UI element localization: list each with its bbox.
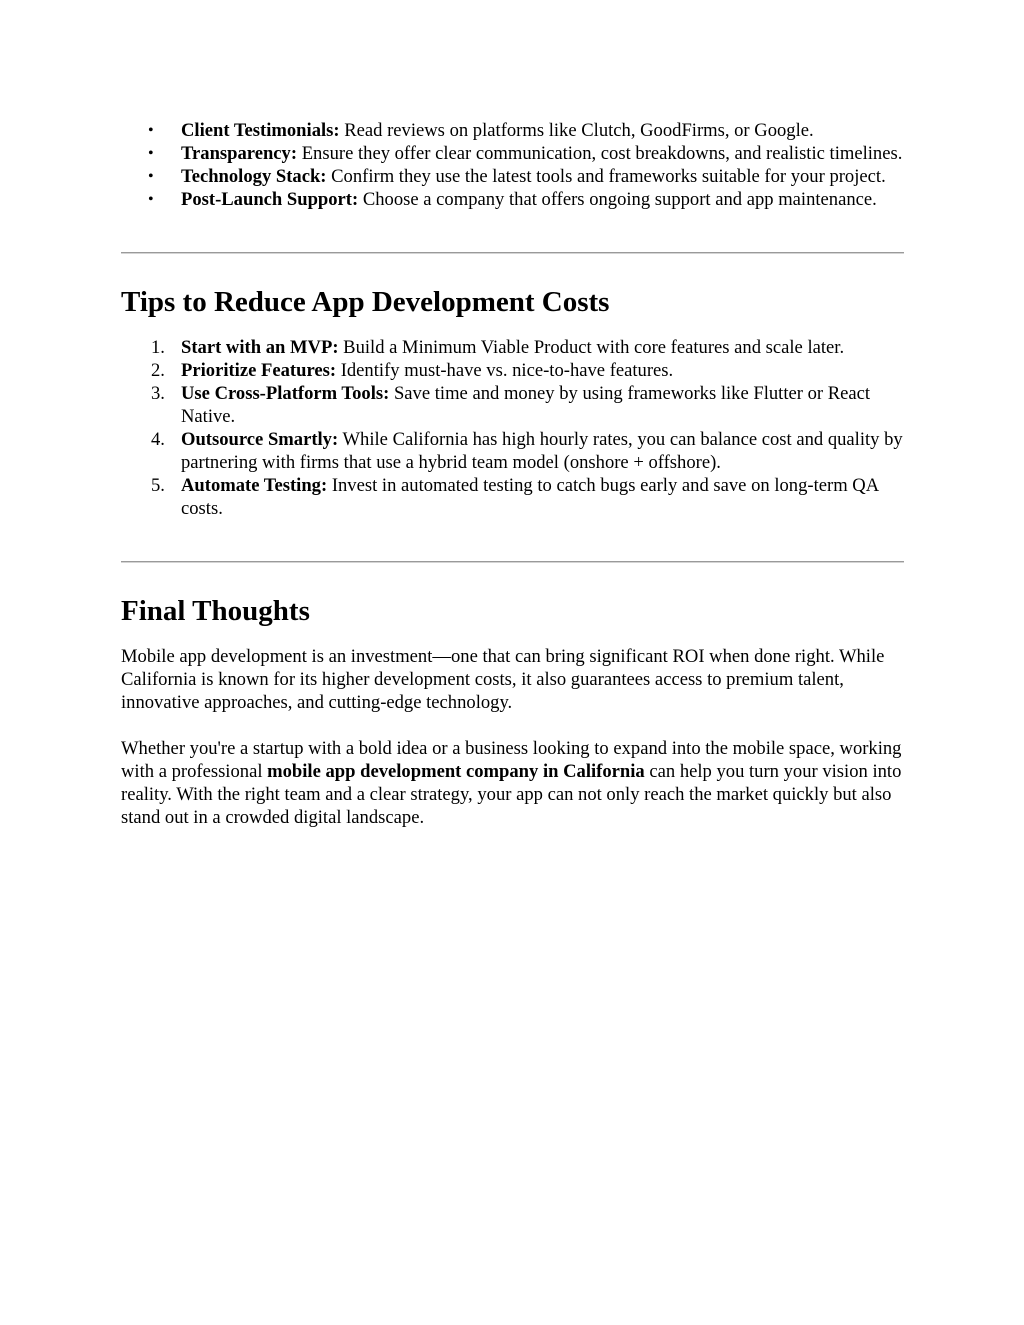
- list-item-term: Use Cross-Platform Tools:: [181, 383, 390, 404]
- list-item-text: Ensure they offer clear communication, cost breakdowns, and realistic timelines.: [297, 143, 903, 164]
- list-item: [121, 359, 905, 382]
- list-item-number: 2.: [151, 360, 165, 381]
- document-page: [121, 119, 905, 829]
- selection-criteria-list: [121, 119, 905, 211]
- list-item-text: Invest in automated testing to catch bugs early and save on long-term QA costs.: [181, 475, 879, 519]
- horizontal-divider: [121, 252, 904, 254]
- tips-heading: Tips to Reduce App Development Costs: [121, 286, 610, 318]
- list-item: [121, 336, 905, 359]
- list-item: [121, 382, 905, 428]
- list-item-term: Outsource Smartly:: [181, 429, 339, 450]
- list-item-text: Save time and money by using frameworks like Flutter or React Native.: [181, 383, 871, 427]
- list-item: [121, 119, 905, 142]
- final-thoughts-heading: Final Thoughts: [121, 595, 310, 627]
- list-item: [121, 142, 905, 165]
- highlighted-phrase: mobile app development company in California: [267, 761, 645, 782]
- list-item-number: 5.: [151, 475, 165, 496]
- list-item: [121, 474, 905, 520]
- list-item-term: Automate Testing:: [181, 475, 328, 496]
- list-item-number: 4.: [151, 429, 165, 450]
- bullet-icon: •: [148, 122, 154, 139]
- list-item-text: Confirm they use the latest tools and frameworks suitable for your project.: [326, 166, 886, 187]
- list-item: [121, 428, 905, 474]
- list-item-text: Build a Minimum Viable Product with core features and scale later.: [338, 337, 845, 358]
- tips-list: [121, 336, 905, 520]
- list-item-term: Start with an MVP:: [181, 337, 339, 358]
- list-item: [121, 165, 905, 188]
- list-item-number: 1.: [151, 337, 165, 358]
- list-item-term: Technology Stack:: [181, 166, 327, 187]
- final-paragraph-1: Mobile app development is an investment—one that can bring significant ROI when done right. While California is known for its higher development costs, it also guarantees access to premium talent, innovative approaches, and cutting-edge technology.: [121, 646, 885, 713]
- bullet-icon: •: [148, 145, 154, 162]
- list-item-term: Prioritize Features:: [181, 360, 337, 381]
- bullet-icon: •: [148, 168, 154, 185]
- paragraph-text: Whether you're a startup with a bold idea or a business looking to expand into the mobile space, working with a professional: [121, 738, 902, 782]
- final-paragraph-2: [121, 737, 905, 829]
- list-item: [121, 188, 905, 211]
- list-item-number: 3.: [151, 383, 165, 404]
- list-item-text: Choose a company that offers ongoing support and app maintenance.: [358, 189, 877, 210]
- horizontal-divider: [121, 561, 904, 563]
- list-item-term: Post-Launch Support:: [181, 189, 359, 210]
- list-item-term: Transparency:: [181, 143, 298, 164]
- list-item-text: Identify must-have vs. nice-to-have features.: [336, 360, 674, 381]
- paragraph-text: can help you turn your vision into reality. With the right team and a clear strategy, your app can not only reach the market quickly but also stand out in a crowded digital landscape.: [121, 761, 902, 828]
- bullet-icon: •: [148, 191, 154, 208]
- list-item-text: While California has high hourly rates, you can balance cost and quality by partnering with firms that use a hybrid team model (onshore + offshore).: [181, 429, 903, 473]
- list-item-text: Read reviews on platforms like Clutch, GoodFirms, or Google.: [339, 120, 814, 141]
- list-item-term: Client Testimonials:: [181, 120, 340, 141]
